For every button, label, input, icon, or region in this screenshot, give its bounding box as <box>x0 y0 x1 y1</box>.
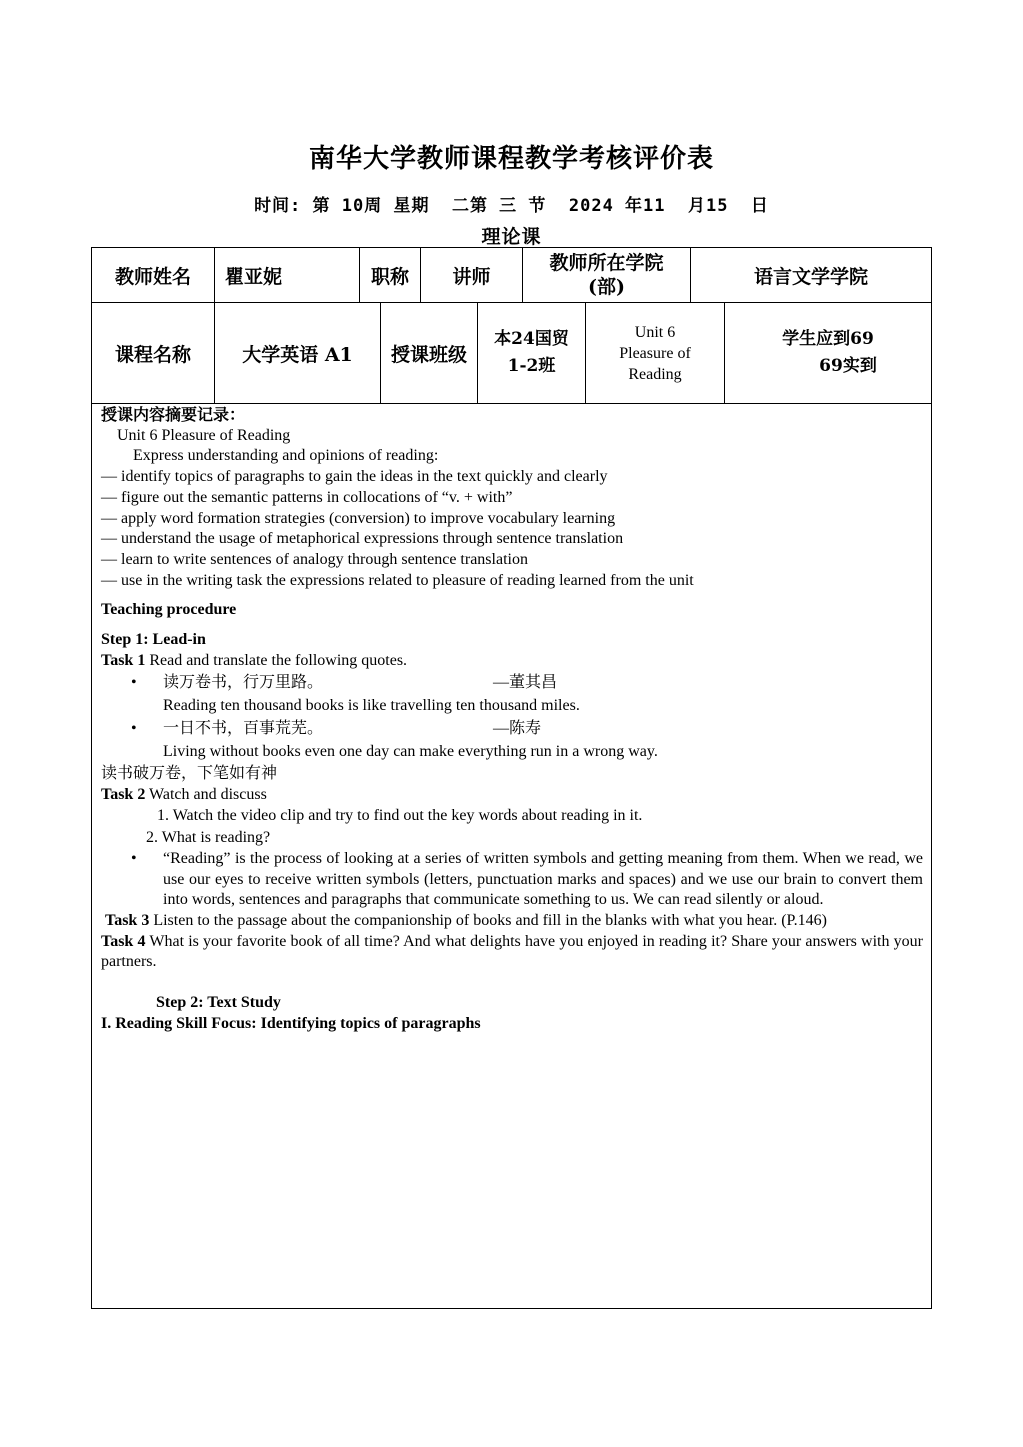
quote1 <box>101 671 923 694</box>
reading-definition <box>101 849 923 911</box>
section1-heading: I. Reading Skill Focus: Identifying topics of paragraphs <box>101 1014 481 1032</box>
unit-line2: Pleasure of <box>619 344 691 362</box>
evaluation-table <box>91 247 932 1309</box>
objective-item: — figure out the semantic patterns in collocations of “v. + with” <box>101 488 513 506</box>
task3-text: Listen to the passage about the companionship of books and fill in the blanks with what you hear. (P.146) <box>149 911 827 929</box>
objective-item: — understand the usage of metaphorical expressions through sentence translation <box>101 530 624 548</box>
teacher-name-value: 瞿亚妮 <box>215 248 360 302</box>
objective-item: — learn to write sentences of analogy through sentence translation <box>101 550 528 568</box>
page-title: 南华大学教师课程教学考核评价表 <box>308 144 714 174</box>
course-name-label: 课程名称 <box>92 303 215 403</box>
teaching-procedure-heading: Teaching procedure <box>101 601 237 619</box>
task4-label: Task 4 <box>101 932 146 950</box>
teacher-name-label: 教师姓名 <box>92 248 215 302</box>
task2-question2: 2. What is reading? <box>146 828 271 846</box>
class-value-line1: 本24国贸 <box>494 329 569 349</box>
attendance-cell <box>725 303 931 403</box>
college-label-line1: 教师所在学院 <box>549 252 664 274</box>
unit-title: Unit 6 Pleasure of Reading <box>117 426 291 444</box>
college-value: 语言文学学院 <box>753 265 868 288</box>
quote2-author: —陈寿 <box>493 720 542 738</box>
quote2 <box>101 717 923 740</box>
task4 <box>101 932 923 973</box>
task2-question1: 1. Watch the video clip and try to find out the key words about reading in it. <box>157 807 643 825</box>
objective-intro: Express understanding and opinions of reading: <box>133 447 439 465</box>
college-label-line2: (部) <box>588 276 625 298</box>
class-value-line2: 1-2班 <box>507 356 556 376</box>
unit-line1: Unit 6 <box>634 323 676 341</box>
task4-text: What is your favorite book of all time? And what delights have you enjoyed in reading it? Share your answers with your partners. <box>101 932 923 971</box>
attendance-expected: 学生应到69 <box>782 329 874 349</box>
content-summary <box>101 405 923 1034</box>
task1 <box>101 651 923 672</box>
bullet-icon: • <box>131 720 137 738</box>
unit-cell <box>586 303 725 403</box>
quote1-en: Reading ten thousand books is like travelling ten thousand miles. <box>163 697 580 715</box>
task3-label: Task 3 <box>105 911 150 929</box>
quote2-cn: 一日不书，百事荒芜。 <box>163 720 324 738</box>
reading-definition-text: “Reading” is the process of looking at a series of written symbols and getting meaning from them. When we read, we use our eyes to receive written symbols (letters, punctuation marks and spaces) and we use our brain to convert them into words, sentences and paragraphs that communicate something to us. We can read silently or aloud. <box>163 849 923 909</box>
course-name-value: 大学英语 A1 <box>215 303 381 403</box>
task2 <box>101 785 923 806</box>
course-type: 理论课 <box>481 226 542 248</box>
step2-heading: Step 2: Text Study <box>156 994 281 1012</box>
title-value: 讲师 <box>421 248 523 302</box>
date-line: 时间: 第 10周 星期 二第 三 节 2024 年11 月15 日 <box>254 196 769 216</box>
quote1-author: —董其昌 <box>493 674 558 692</box>
task1-label: Task 1 <box>101 651 146 669</box>
task1-text: Read and translate the following quotes. <box>145 651 408 669</box>
quote1-cn: 读万卷书，行万里路。 <box>163 674 324 692</box>
task2-text: Watch and discuss <box>145 786 267 804</box>
bullet-icon: • <box>131 674 137 692</box>
objective-item: — use in the writing task the expressions related to pleasure of reading learned from the unit <box>101 571 694 589</box>
unit-line3: Reading <box>628 365 682 383</box>
task3 <box>101 911 923 932</box>
class-value <box>478 303 586 403</box>
task2-label: Task 2 <box>101 786 146 804</box>
step1-heading: Step 1: Lead-in <box>101 631 206 649</box>
content-heading: 授课内容摘要记录： <box>101 405 246 424</box>
bullet-icon: • <box>131 849 137 867</box>
proverb: 读书破万卷，下笔如有神 <box>101 765 278 783</box>
class-label: 授课班级 <box>381 303 478 403</box>
objective-item: — apply word formation strategies (conversion) to improve vocabulary learning <box>101 509 616 527</box>
college-label <box>523 248 691 302</box>
title-label: 职称 <box>360 248 421 302</box>
table-row-course <box>92 303 931 404</box>
attendance-actual: 69实到 <box>819 356 877 376</box>
objective-item: — identify topics of paragraphs to gain the ideas in the text quickly and clearly <box>101 468 608 486</box>
quote2-en: Living without books even one day can make everything run in a wrong way. <box>163 743 658 761</box>
table-row-teacher <box>92 248 931 303</box>
